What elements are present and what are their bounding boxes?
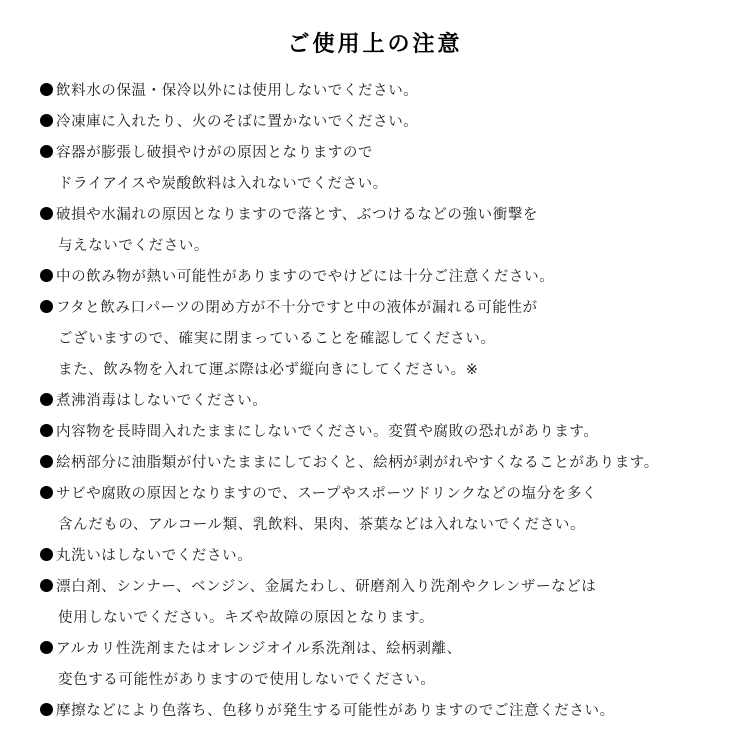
list-item	[40, 541, 740, 572]
list-item-continuation: ドライアイスや炭酸飲料は入れないでください。	[58, 176, 388, 192]
bullet-icon	[40, 83, 53, 96]
list-item	[40, 696, 740, 727]
list-item-continuation: 与えないでください。	[58, 238, 209, 254]
bullet-icon	[40, 548, 53, 561]
item-text: 中の飲み物が熱い可能性がありますのでやけどには十分ご注意ください。	[56, 269, 555, 285]
list-item	[40, 262, 740, 293]
bullet-icon	[40, 455, 53, 468]
list-item	[40, 417, 740, 448]
bullet-icon	[40, 703, 53, 716]
list-item	[40, 76, 740, 107]
item-text: アルカリ性洗剤またはオレンジオイル系洗剤は、絵柄剥離、	[56, 641, 462, 657]
list-item-continuation: 含んだもの、アルコール類、乳飲料、果肉、茶葉などは入れないでください。	[58, 517, 586, 533]
item-text: 飲料水の保温・保冷以外には使用しないでください。	[56, 83, 419, 99]
list-item	[40, 200, 740, 231]
item-text: 摩擦などにより色落ち、色移りが発生する可能性がありますのでご注意ください。	[56, 703, 615, 719]
item-text: 煮沸消毒はしないでください。	[56, 393, 268, 409]
list-item	[40, 107, 740, 138]
item-text: 内容物を長時間入れたままにしないでください。変質や腐敗の恐れがあります。	[56, 424, 599, 440]
bullet-icon	[40, 579, 53, 592]
list-item-continuation: 変色する可能性がありますので使用しないでください。	[58, 672, 436, 688]
item-text: 丸洗いはしないでください。	[56, 548, 253, 564]
bullet-icon	[40, 207, 53, 220]
bullet-icon	[40, 269, 53, 282]
page-title: ご使用上の注意	[287, 32, 463, 57]
bullet-icon	[40, 486, 53, 499]
item-text: サビや腐敗の原因となりますので、スープやスポーツドリンクなどの塩分を多く	[56, 486, 597, 502]
list-item-continuation: また、飲み物を入れて運ぶ際は必ず縦向きにしてください。※	[58, 362, 479, 378]
item-text: フタと飲み口パーツの閉め方が不十分ですと中の液体が漏れる可能性が	[56, 300, 538, 316]
bullet-icon	[40, 424, 53, 437]
precautions-list	[40, 76, 740, 727]
list-item	[40, 293, 740, 324]
list-item	[40, 386, 740, 417]
list-item	[40, 634, 740, 665]
list-item-continuation: ございますので、確実に閉まっていることを確認してください。	[58, 331, 496, 347]
list-item	[40, 448, 740, 479]
item-text: 冷凍庫に入れたり、火のそばに置かないでください。	[56, 114, 419, 130]
bullet-icon	[40, 641, 53, 654]
item-text: 漂白剤、シンナー、ベンジン、金属たわし、研磨剤入り洗剤やクレンザーなどは	[56, 579, 597, 595]
item-text: 絵柄部分に油脂類が付いたままにしておくと、絵柄が剥がれやすくなることがあります。	[56, 455, 659, 471]
list-item	[40, 572, 740, 603]
bullet-icon	[40, 393, 53, 406]
item-text: 容器が膨張し破損やけがの原因となりますので	[56, 145, 374, 161]
bullet-icon	[40, 114, 53, 127]
bullet-icon	[40, 300, 53, 313]
item-text: 破損や水漏れの原因となりますので落とす、ぶつけるなどの強い衝撃を	[56, 207, 539, 223]
list-item-continuation: 使用しないでください。キズや故障の原因となります。	[58, 610, 435, 626]
list-item	[40, 479, 740, 510]
bullet-icon	[40, 145, 53, 158]
list-item	[40, 138, 740, 169]
